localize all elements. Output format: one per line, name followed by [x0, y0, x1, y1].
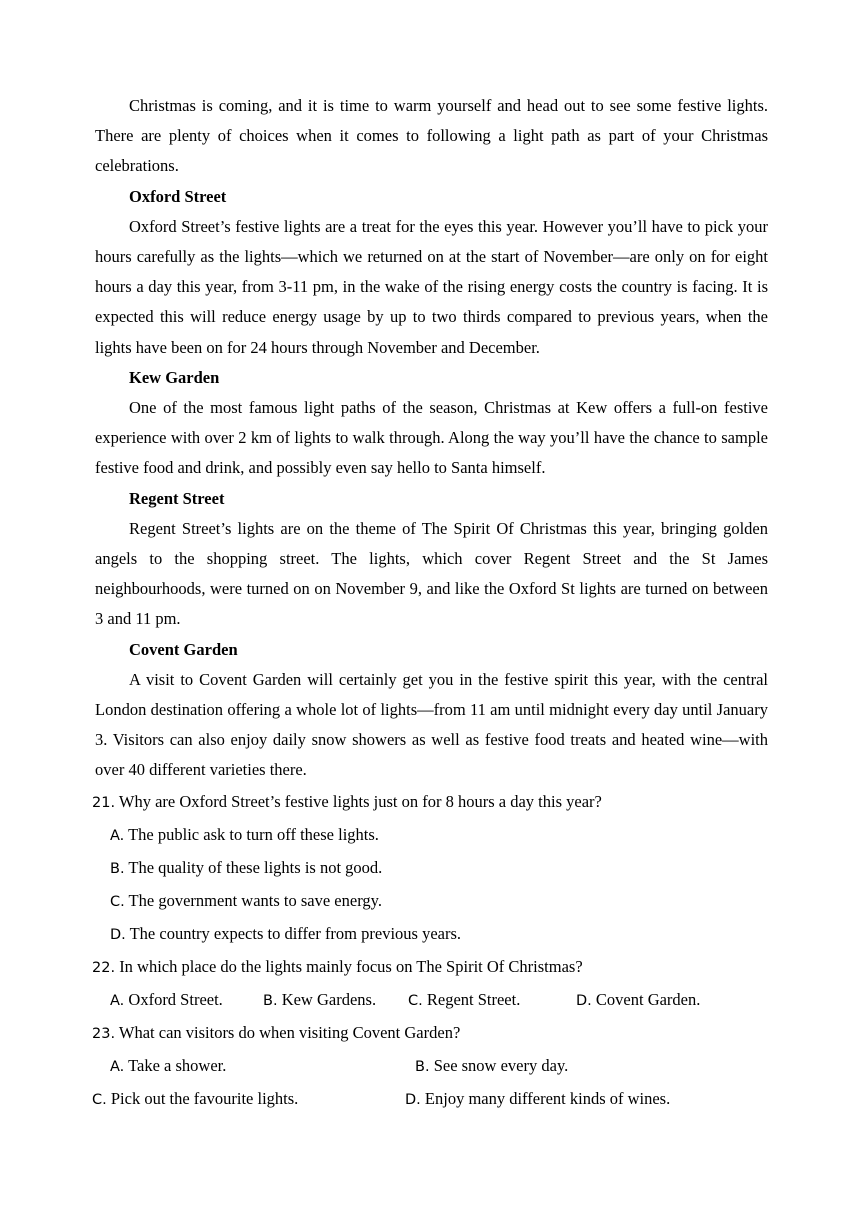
section-heading-kew-garden: Kew Garden [129, 367, 220, 387]
section-body-regent-street: Regent Street’s lights are on the theme of The Spirit Of Christmas this year, bringing golden angels to the shopping street. The lights, which cover Regent Street and the St James neighbourhoods, were turned on on November 9, and like the Oxford St lights are turned on between 3 and 11 pm. [95, 518, 768, 629]
option-text: The country expects to differ from previous years. [125, 923, 462, 943]
option-letter: B. [263, 992, 278, 1009]
section-body-kew-garden: One of the most famous light paths of the season, Christmas at Kew offers a full-on festive experience with over 2 km of lights to walk through. Along the way you’ll have the chance to sample festive food and drink, and possibly even say hello to Santa himself. [95, 398, 768, 478]
option-letter: D. [405, 1091, 421, 1108]
intro-paragraph: Christmas is coming, and it is time to warm yourself and head out to see some festive lights. There are plenty of choices when it comes to following a light path as part of your Christmas celebrations. [95, 96, 768, 176]
option-letter: C. [110, 893, 125, 910]
option-letter: C. [408, 992, 423, 1009]
option-text: Regent Street. [422, 989, 521, 1009]
question-number: 22. [92, 959, 116, 976]
option-22-a [110, 984, 263, 1017]
options-row-23-cd [92, 1083, 768, 1116]
option-text: Covent Garden. [591, 989, 701, 1009]
option-letter: A. [110, 992, 125, 1009]
document-page [92, 91, 768, 1116]
option-23-b [415, 1050, 568, 1083]
option-23-c [92, 1083, 405, 1116]
question-text: What can visitors do when visiting Covent Garden? [115, 1022, 461, 1042]
option-text: Take a shower. [124, 1055, 227, 1075]
question-22 [92, 951, 768, 1017]
question-23 [92, 1017, 768, 1116]
question-text: Why are Oxford Street’s festive lights just on for 8 hours a day this year? [115, 791, 602, 811]
options-row-22 [92, 984, 768, 1017]
option-23-a [110, 1050, 415, 1083]
option-21-b [92, 852, 768, 885]
option-23-d [405, 1083, 670, 1116]
option-21-c [92, 885, 768, 918]
question-stem [92, 1017, 768, 1050]
option-22-c [408, 984, 576, 1017]
option-letter: A. [110, 1058, 125, 1075]
option-letter: C. [92, 1091, 107, 1108]
option-letter: D. [576, 992, 592, 1009]
option-21-a [92, 819, 768, 852]
section-body-oxford-street: Oxford Street’s festive lights are a treat for the eyes this year. However you’ll have to pick your hours carefully as the lights—which we returned on at the start of November—are only on for eight hours a day this year, from 3-11 pm, in the wake of the rising energy costs the country is facing. It is expected this will reduce energy usage by up to two thirds compared to previous years, when the lights have been on for 24 hours through November and December. [95, 216, 768, 357]
option-letter: B. [415, 1058, 430, 1075]
section-heading-regent-street: Regent Street [129, 488, 225, 508]
option-22-d [576, 984, 700, 1017]
option-letter: D. [110, 926, 126, 943]
option-text: The quality of these lights is not good. [124, 857, 383, 877]
option-text: Oxford Street. [124, 989, 223, 1009]
option-text: The public ask to turn off these lights. [124, 824, 379, 844]
question-stem [92, 786, 768, 819]
option-letter: B. [110, 860, 125, 877]
options-row-23-ab [92, 1050, 768, 1083]
question-21 [92, 786, 768, 951]
option-text: The government wants to save energy. [124, 890, 382, 910]
option-text: Pick out the favourite lights. [106, 1088, 299, 1108]
option-22-b [263, 984, 408, 1017]
question-number: 21. [92, 794, 116, 811]
option-text: Kew Gardens. [277, 989, 377, 1009]
section-heading-oxford-street: Oxford Street [129, 186, 227, 206]
option-text: See snow every day. [429, 1055, 569, 1075]
option-21-d [92, 918, 768, 951]
section-body-covent-garden: A visit to Covent Garden will certainly get you in the festive spirit this year, with the central London destination offering a whole lot of lights—from 11 am until midnight every day until January 3. Visitors can also enjoy daily snow showers as well as festive food treats and heated wine—with over 40 different varieties there. [95, 669, 768, 780]
option-letter: A. [110, 827, 125, 844]
option-text: Enjoy many different kinds of wines. [420, 1088, 671, 1108]
section-heading-covent-garden: Covent Garden [129, 639, 238, 659]
question-number: 23. [92, 1025, 116, 1042]
question-text: In which place do the lights mainly focus on The Spirit Of Christmas? [115, 956, 583, 976]
question-stem [92, 951, 768, 984]
